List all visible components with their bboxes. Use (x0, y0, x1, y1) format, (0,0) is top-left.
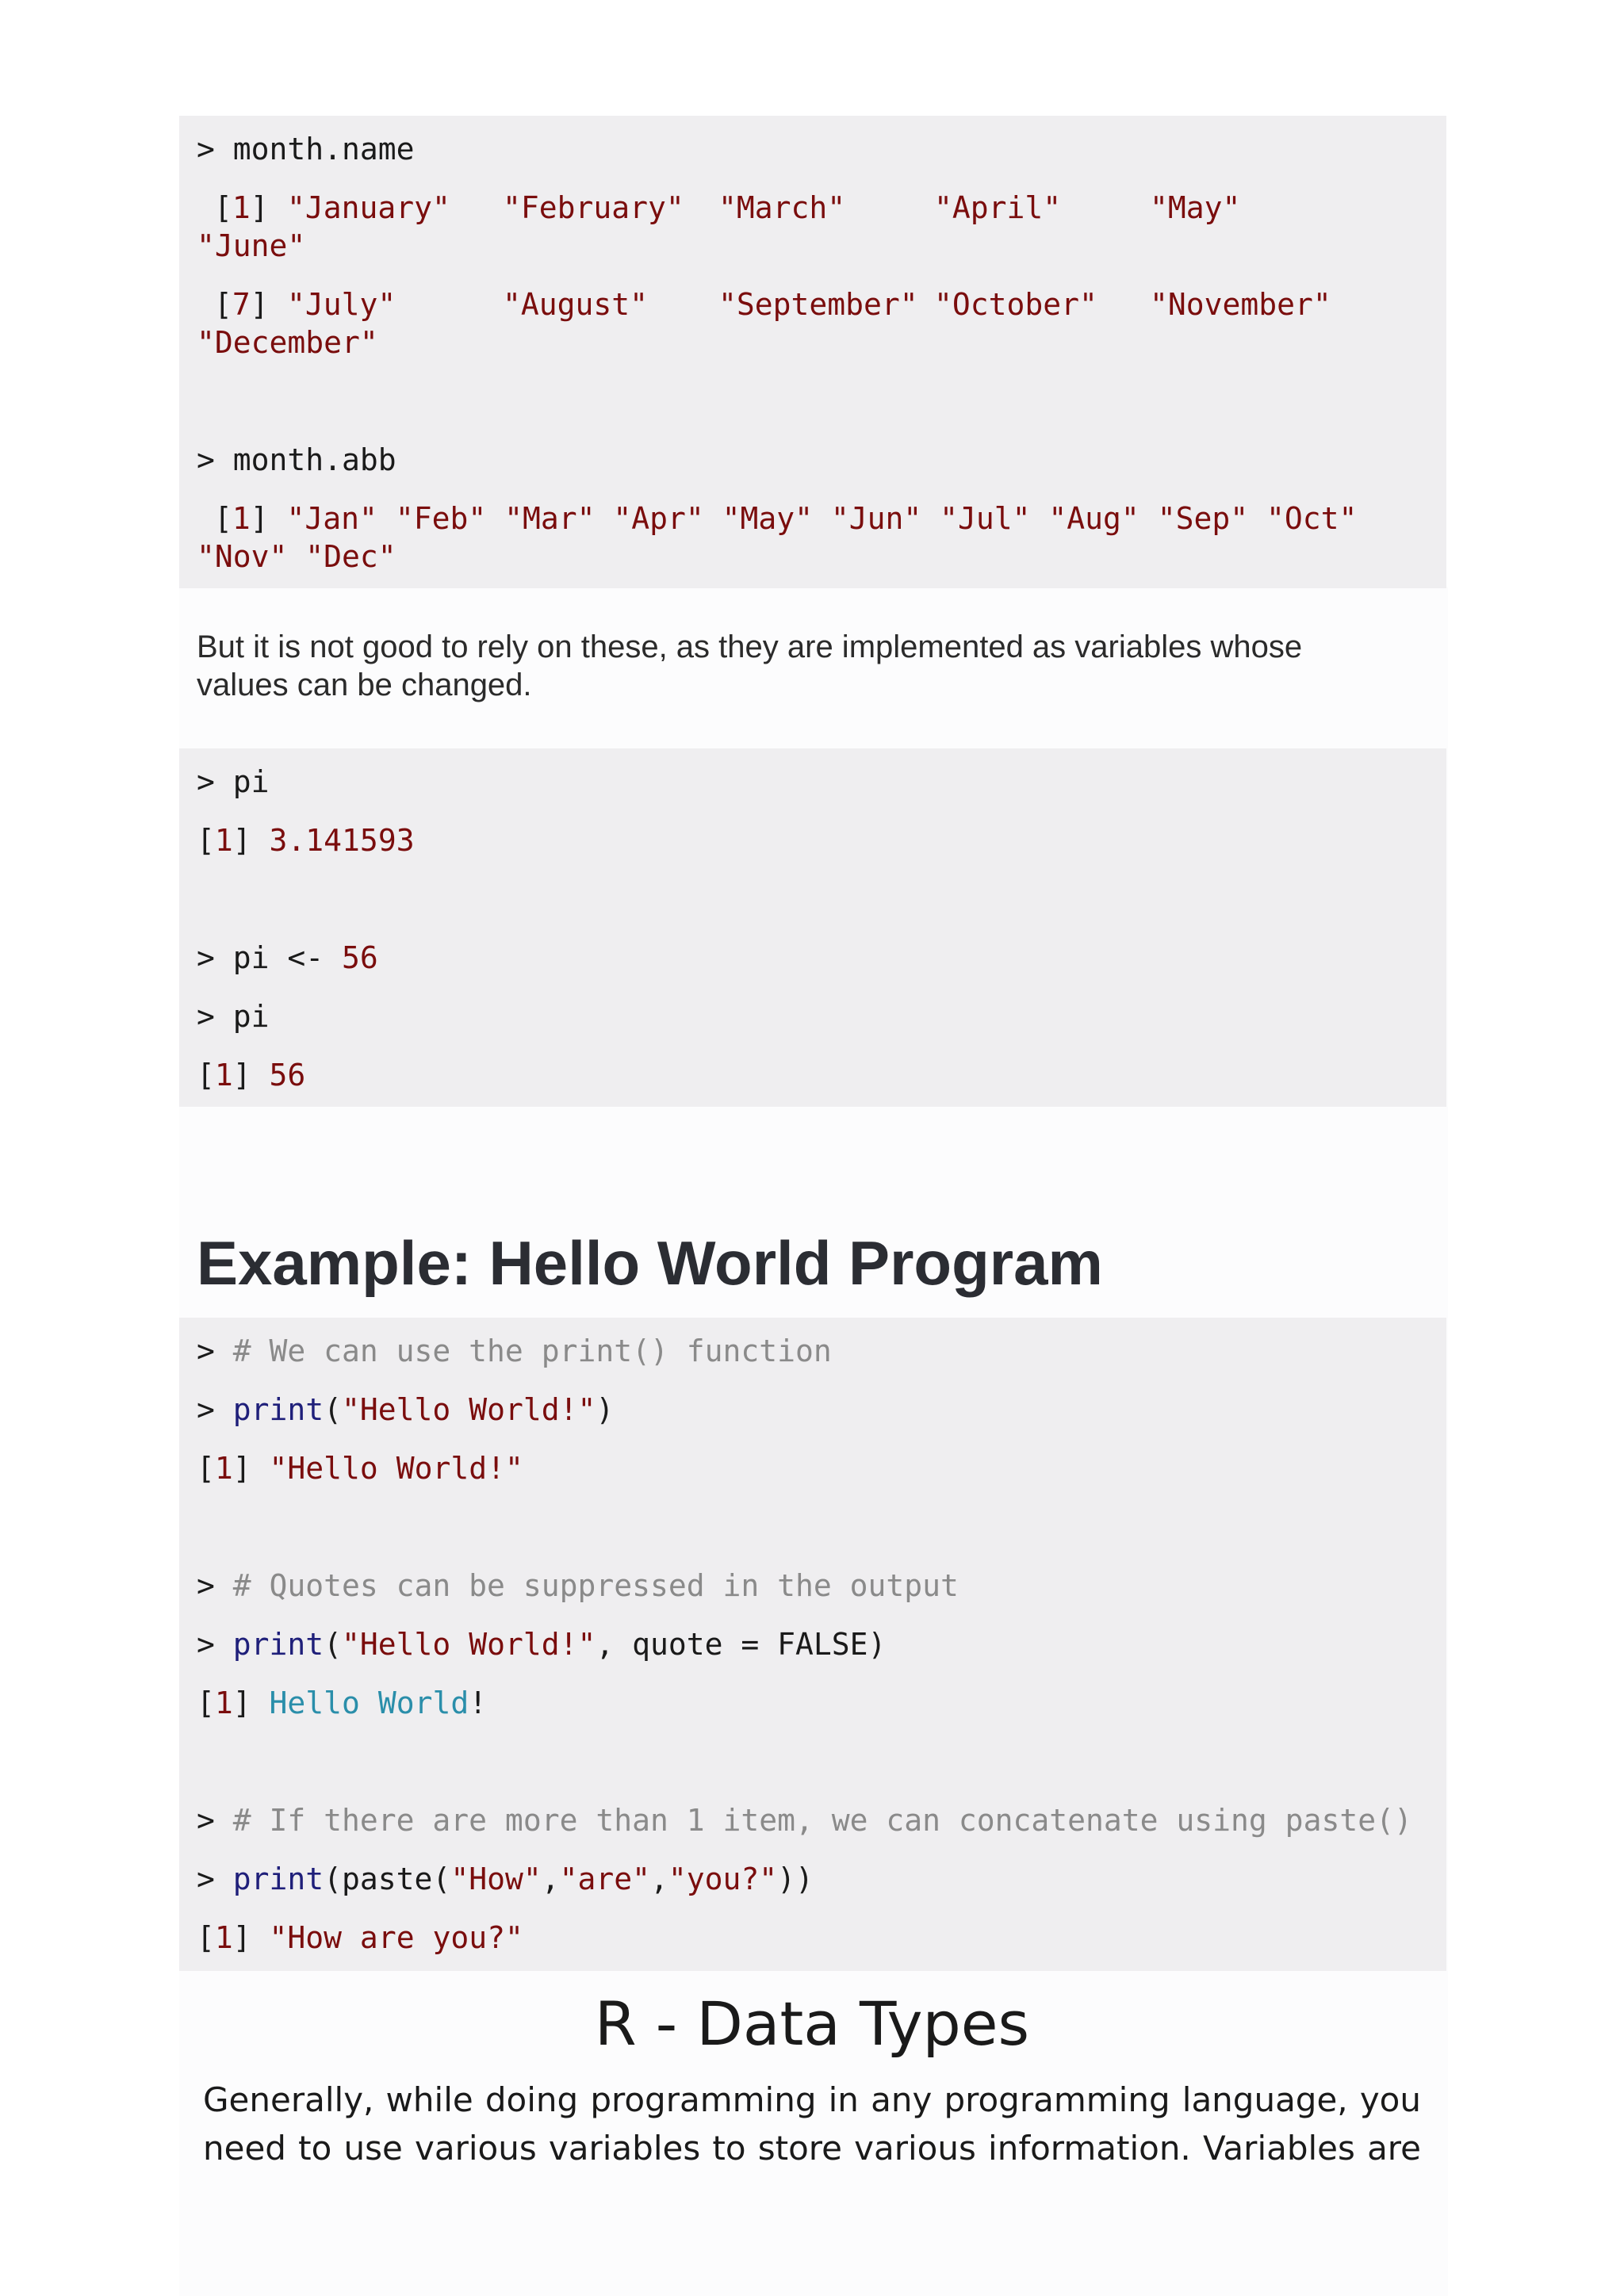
code-line-month-name: > month.name (197, 132, 415, 166)
prose-line: values can be changed. (197, 668, 532, 702)
code-line-months-7: [7] (214, 287, 269, 322)
code-block-pi (179, 748, 1446, 1107)
code-block-hello-world (179, 1318, 1446, 1971)
prose-line: But it is not good to rely on these, as they are implemented as variables whose (197, 629, 1303, 664)
code-block-month-constants (179, 116, 1446, 588)
code-line-pi: > pi (197, 764, 270, 799)
code-line-comment: > # If there are more than 1 item, we can concatenate using paste() (197, 1803, 1412, 1838)
month-value: "October" (934, 287, 1097, 322)
section-heading: R - Data Types (594, 1988, 1030, 2059)
code-line-print-paste: > print(paste("How","are","you?")) (197, 1862, 814, 1896)
code-line-print: > print("Hello World!", quote = FALSE) (197, 1627, 887, 1662)
month-value: "February" (503, 190, 684, 225)
code-line-pi-assign: > pi <- 56 (197, 940, 378, 975)
paragraph-line: need to use various variables to store various information. Variables are (203, 2129, 1421, 2168)
code-line-output: [1] "Hello World!" (197, 1451, 523, 1486)
month-value: "December" (197, 325, 378, 360)
code-line-month-abb: > month.abb (197, 442, 396, 477)
paragraph-line: Generally, while doing programming in any programming language, you (203, 2080, 1421, 2119)
month-value: "March" (718, 190, 846, 225)
month-value: "June" (197, 228, 306, 263)
month-value: "November" (1150, 287, 1331, 322)
month-value: "April" (934, 190, 1062, 225)
month-value: "July" (287, 287, 396, 322)
month-value: "January" (287, 190, 450, 225)
code-line-output: [1] Hello World! (197, 1686, 488, 1720)
code-line-comment: > # Quotes can be suppressed in the output (197, 1568, 959, 1603)
month-value: "September" (718, 287, 918, 322)
code-line-abb-wrap: "Nov" "Dec" (197, 539, 396, 574)
code-line-comment: > # We can use the print() function (197, 1334, 832, 1368)
code-line-months-1: [1] (214, 190, 269, 225)
code-line-pi-again: > pi (197, 999, 270, 1034)
code-line-output: [1] "How are you?" (197, 1920, 523, 1955)
month-value: "August" (503, 287, 649, 322)
month-value: "May" (1150, 190, 1241, 225)
code-line-pi-output: [1] 3.141593 (197, 823, 415, 858)
code-line-abb-1: [1] "Jan" "Feb" "Mar" "Apr" "May" "Jun" "Jul" "Aug" "Sep" "Oct" (214, 501, 1358, 536)
code-line-pi-output-56: [1] 56 (197, 1058, 306, 1093)
code-line-print: > print("Hello World!") (197, 1392, 615, 1427)
example-heading: Example: Hello World Program (197, 1228, 1103, 1298)
